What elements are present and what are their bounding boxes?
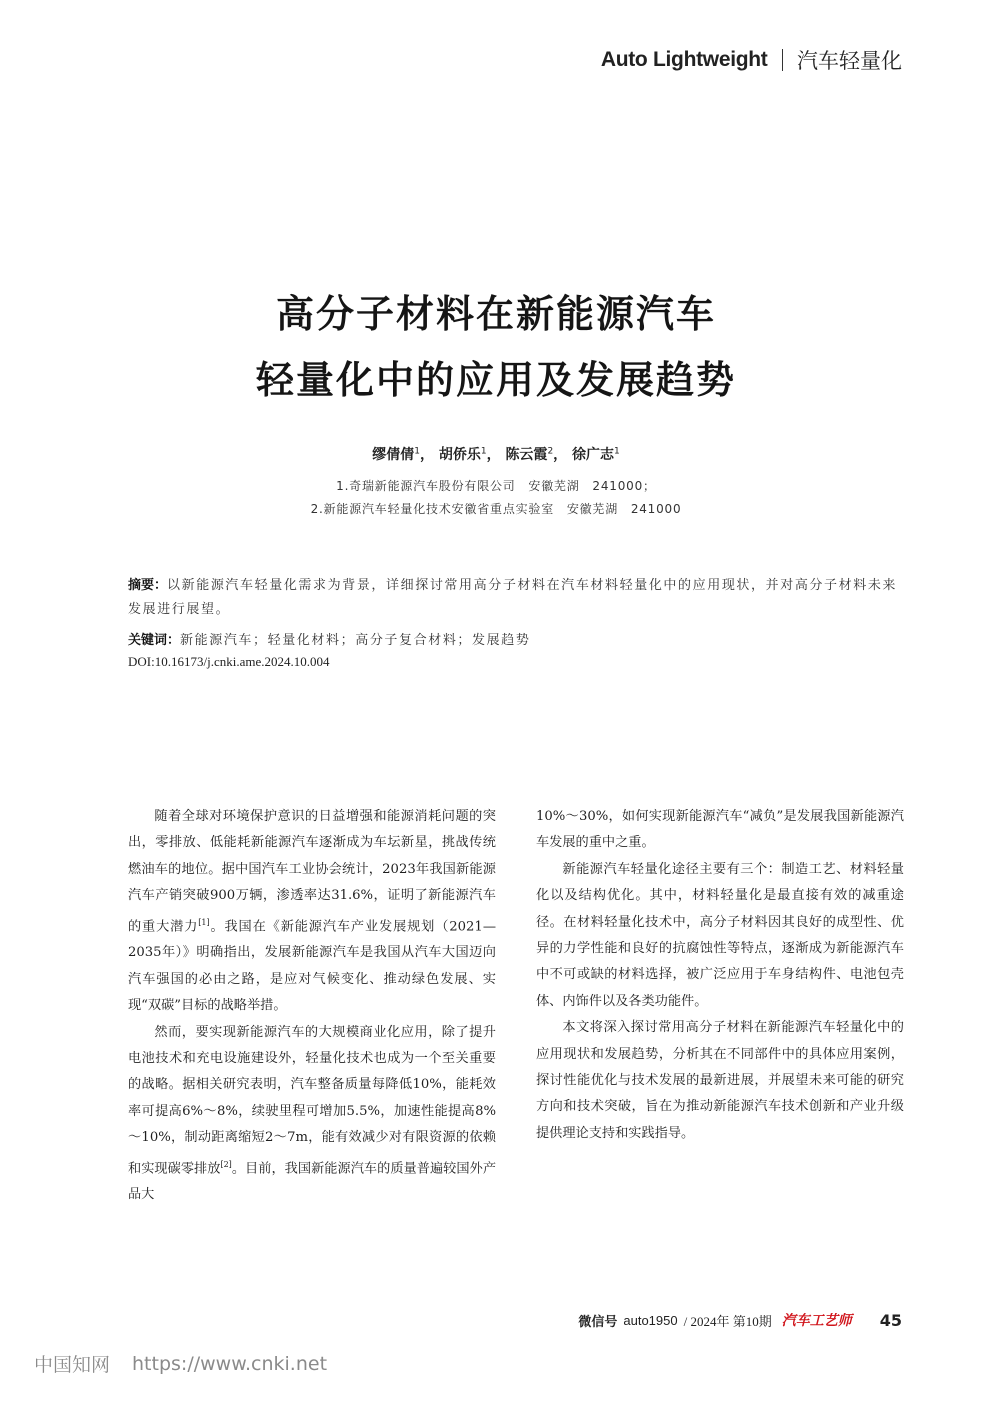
abstract (128, 574, 904, 622)
abstract-text: 以新能源汽车轻量化需求为背景，详细探讨常用高分子材料在汽车材料轻量化中的应用现状，并对高分子材料未来发展进行展望。 (128, 578, 898, 617)
author-separator: ， (419, 447, 434, 463)
paragraph-text: 然而，要实现新能源汽车的大规模商业化应用，除了提升电池技术和充电设施建设外，轻量化技术也成为一个至关重要的战略。据相关研究表明，汽车整备质量每降低10%，能耗效率可提高6%～8%，续驶里程可增加5.5%，加速性能提高8%～10%，制动距离缩短2～7m，能有效减少对有限资源的依赖和实现碳零排放 (128, 1024, 496, 1177)
paragraph-text: 。目前，我国新能源汽车的质量普遍较国外产品大 (128, 1161, 497, 1203)
watermark-site-name: 中国知网 (34, 1354, 111, 1376)
article-title-line1: 高分子材料在新能源汽车 (275, 292, 716, 336)
author-affiliation-mark: 2 (547, 446, 554, 457)
body-column-right (536, 804, 904, 1147)
body-paragraph: 本文将深入探讨常用高分子材料在新能源汽车轻量化中的应用现状和发展趋势，分析其在不同部件中的具体应用案例，探讨性能优化与技术发展的最新进展，并展望未来可能的研究方向和技术突破，旨在为推动新能源汽车技术创新和产业升级提供理论支持和实践指导。 (536, 1020, 904, 1141)
journal-name-en: Auto Lightweight (600, 48, 768, 71)
author-name: 胡侨乐 (438, 447, 481, 463)
body-paragraph: 新能源汽车轻量化途径主要有三个：制造工艺、材料轻量化以及结构优化。其中，材料轻量化是最直接有效的减重途径。在材料轻量化技术中，高分子材料因其良好的成型性、优异的力学性能和良好的抗腐蚀性等特点，逐渐成为新能源汽车中不可或缺的材料选择，被广泛应用于车身结构件、电池包壳体、内饰件以及各类功能件。 (536, 861, 904, 1009)
issue-info: / 2024年 第10期 (683, 1313, 772, 1329)
author-name: 陈云霞 (505, 447, 548, 463)
journal-name-cn: 汽车轻量化 (797, 49, 902, 73)
author-affiliation-mark: 1 (414, 446, 420, 457)
keywords-text: 新能源汽车；轻量化材料；高分子复合材料；发展趋势 (180, 633, 531, 648)
author-separator: ， (486, 447, 501, 463)
keywords (128, 630, 904, 652)
paragraph-text: 随着全球对环境保护意识的日益增强和能源消耗问题的突出，零排放、低能耗新能源汽车逐渐成为车坛新星，挑战传统燃油车的地位。据中国汽车工业协会统计，2023年我国新能源汽车产销突破900万辆，渗透率达31.6%，证明了新能源汽车的重大潜力 (128, 809, 496, 935)
affiliation-1: 1.奇瑞新能源汽车股份有限公司 安徽芜湖 241000； (336, 479, 656, 493)
author-name: 徐广志 (572, 447, 615, 463)
author-list (0, 444, 992, 464)
journal-header (601, 44, 902, 76)
wechat-label: 微信号 (578, 1314, 618, 1330)
body-column-left (128, 804, 496, 1209)
watermark-url[interactable]: https://www.cnki.net (132, 1352, 328, 1375)
citation-ref[interactable]: [2] (220, 1159, 232, 1169)
paragraph-text: 。我国在《新能源汽车产业发展规划（2021—2035年）》明确指出，发展新能源汽车是我国从汽车大国迈向汽车强国的必由之路，是应对气候变化、推动绿色发展、实现“双碳”目标的战略举措。 (128, 919, 497, 1014)
author-name: 缪倩倩 (372, 447, 415, 463)
author-affiliation-mark: 1 (614, 446, 620, 457)
magazine-logo: 汽车工艺师 (781, 1313, 852, 1329)
article-title-line2: 轻量化中的应用及发展趋势 (255, 358, 736, 402)
page-number: 45 (879, 1310, 902, 1330)
author-affiliation-mark: 1 (480, 446, 487, 457)
body-paragraph (128, 1020, 496, 1209)
doi: DOI:10.16173/j.cnki.ame.2024.10.004 (128, 654, 330, 669)
abstract-label: 摘要： (128, 578, 168, 593)
citation-ref[interactable]: [1] (198, 917, 210, 927)
header-divider (782, 49, 784, 71)
keywords-label: 关键词： (128, 633, 181, 648)
affiliation-2: 2.新能源汽车轻量化技术安徽省重点实验室 安徽芜湖 241000 (310, 502, 682, 516)
author-separator: ， (553, 447, 568, 463)
body-paragraph: 10%～30%，如何实现新能源汽车“减负”是发展我国新能源汽车发展的重中之重。 (536, 809, 904, 851)
body-paragraph (128, 804, 496, 1020)
cnki-watermark (34, 1350, 327, 1377)
page-footer (578, 1310, 902, 1330)
wechat-id: auto1950 (623, 1312, 678, 1328)
